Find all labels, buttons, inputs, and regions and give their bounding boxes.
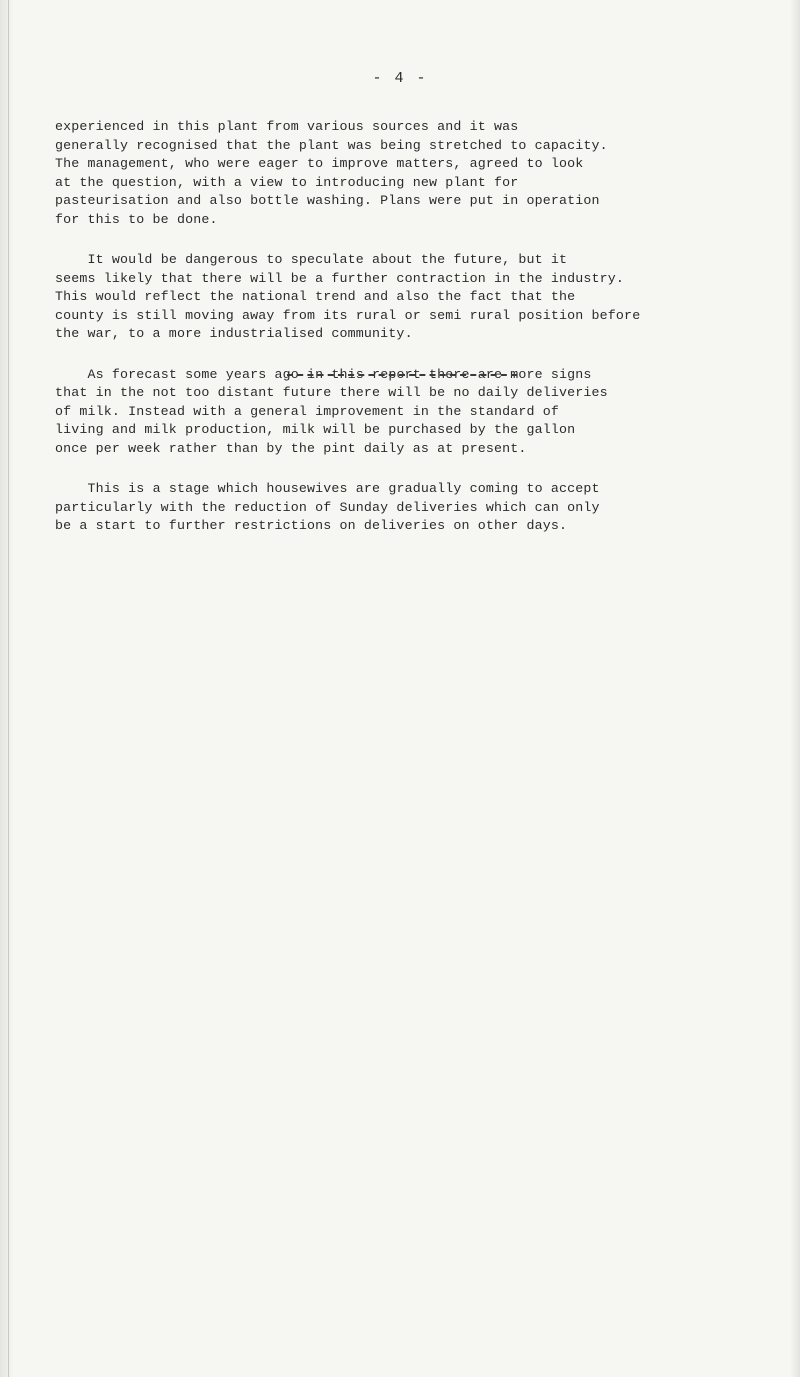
text-line: once per week rather than by the pint daily as at present. bbox=[55, 440, 527, 456]
text-line: of milk. Instead with a general improvement in the standard of bbox=[55, 403, 560, 419]
text-line: It would be dangerous to speculate about the future, but it bbox=[55, 252, 568, 267]
text-line: that in the not too distant future there will be no daily deliveries bbox=[55, 385, 608, 400]
text-line: the war, to a more industrialised community. bbox=[55, 326, 413, 341]
text-line: As forecast some years ago in this report there are more signs bbox=[55, 366, 592, 382]
text-line: living and milk production, milk will be purchased by the gallon bbox=[55, 422, 576, 437]
text-line: generally recognised that the plant was being stretched to capacity. bbox=[55, 137, 608, 153]
page-binding-line bbox=[8, 0, 9, 1377]
page-left-edge bbox=[0, 0, 14, 1377]
text-line: This would reflect the national trend and also the fact that the bbox=[55, 289, 576, 304]
paragraph-sunday-deliveries bbox=[55, 480, 775, 536]
page-right-edge bbox=[790, 0, 800, 1377]
paragraph-daily-deliveries bbox=[55, 366, 775, 459]
page-number: - 4 - bbox=[372, 70, 428, 87]
section-end-dashed-rule bbox=[287, 374, 517, 376]
text-line: at the question, with a view to introducing new plant for bbox=[55, 174, 519, 190]
text-line: be a start to further restrictions on deliveries on other days. bbox=[55, 518, 568, 533]
text-line: experienced in this plant from various sources and it was bbox=[55, 119, 519, 134]
text-line: seems likely that there will be a further contraction in the industry. bbox=[55, 270, 625, 286]
text-line: for this to be done. bbox=[55, 211, 218, 227]
text-line: pasteurisation and also bottle washing. Plans were put in operation bbox=[55, 193, 600, 208]
document-body bbox=[55, 118, 775, 558]
text-line: The management, who were eager to improve matters, agreed to look bbox=[55, 156, 584, 171]
paragraph-plant-capacity bbox=[55, 118, 775, 229]
text-line: particularly with the reduction of Sunday deliveries which can only bbox=[55, 499, 600, 515]
text-line: county is still moving away from its rural or semi rural position before bbox=[55, 307, 641, 323]
paragraph-future-contraction bbox=[55, 251, 775, 344]
text-line: This is a stage which housewives are gradually coming to accept bbox=[55, 481, 600, 496]
